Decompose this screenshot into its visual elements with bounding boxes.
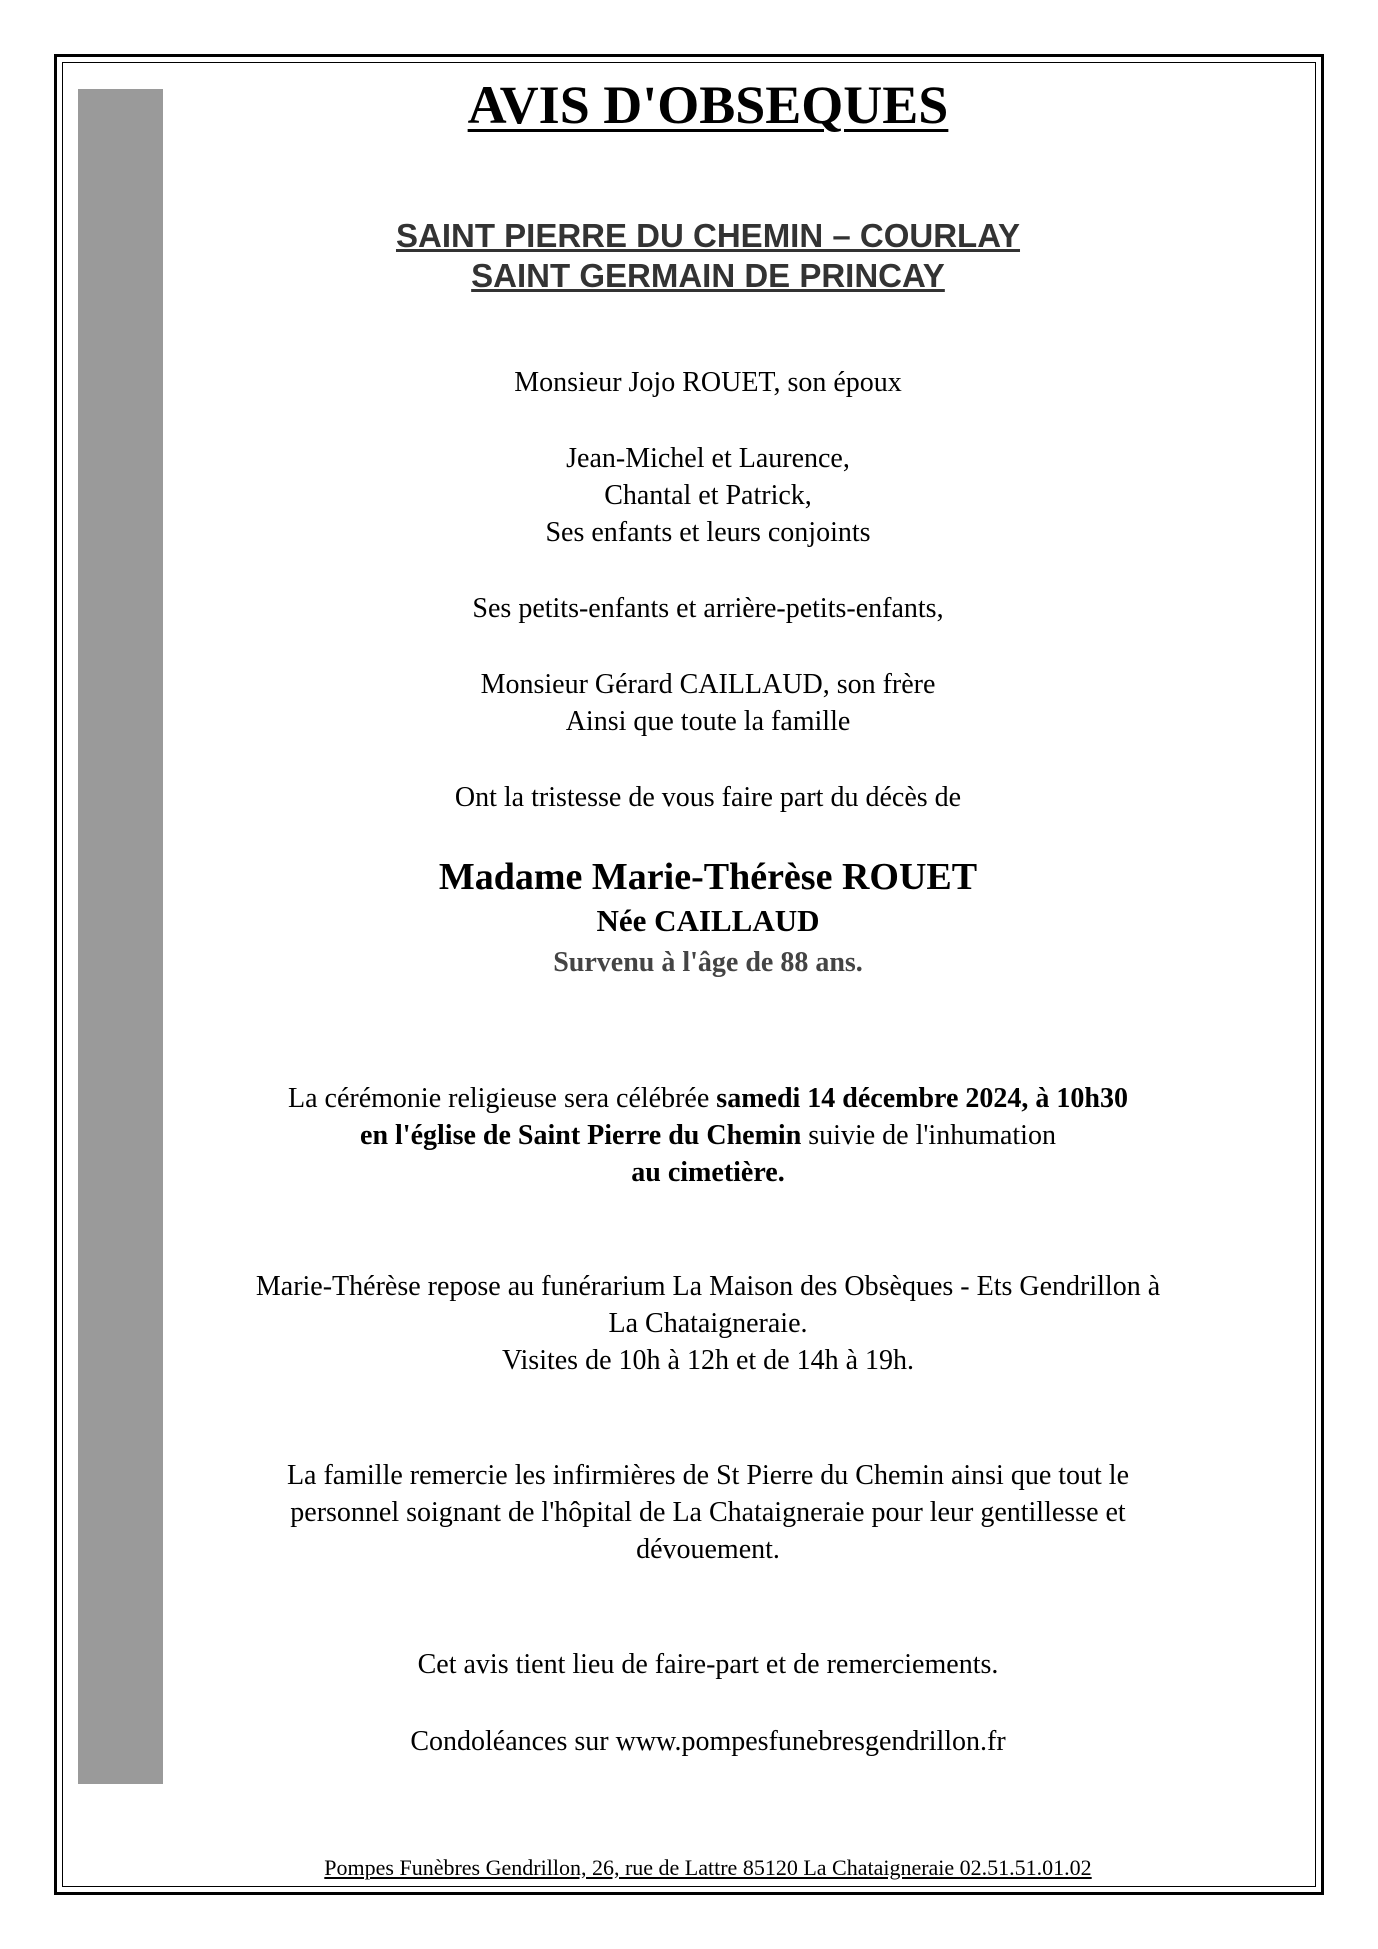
- announcement-line: Ont la tristesse de vous faire part du décès de: [454, 782, 962, 813]
- deceased-age: Survenu à l'âge de 88 ans.: [553, 947, 863, 978]
- ceremony-burial-text: suivie de l'inhumation: [801, 1120, 1056, 1151]
- ceremony-line-2: [163, 1117, 1253, 1154]
- ceremony-burial-place: au cimetière.: [631, 1157, 785, 1188]
- deceased-maiden-name: Née CAILLAUD: [596, 903, 820, 938]
- children-line-1: Jean-Michel et Laurence,: [566, 443, 850, 474]
- ceremony-text: La cérémonie religieuse sera célébrée: [288, 1083, 717, 1114]
- repose-line-2: La Chataigneraie.: [608, 1308, 808, 1339]
- condolences-line: Condoléances sur www.pompesfunebresgendrillon.fr: [410, 1726, 1006, 1757]
- grandchildren-line: Ses petits-enfants et arrière-petits-enfants,: [472, 593, 944, 624]
- decorative-side-bar: [78, 89, 163, 1784]
- spouse-line: Monsieur Jojo ROUET, son époux: [514, 367, 902, 398]
- thanks-line-3: dévouement.: [636, 1534, 780, 1565]
- place-line-1: SAINT PIERRE DU CHEMIN – COURLAY: [395, 217, 1021, 254]
- ceremony-date: samedi 14 décembre 2024, à 10h30: [716, 1083, 1128, 1114]
- notice-title: AVIS D'OBSEQUES: [467, 75, 949, 135]
- repose-line-1: Marie-Thérèse repose au funérarium La Maison des Obsèques - Ets Gendrillon à: [255, 1271, 1161, 1302]
- deceased-name: Madame Marie-Thérèse ROUET: [438, 856, 978, 898]
- ceremony-line-1: [163, 1080, 1253, 1117]
- place-line-2: SAINT GERMAIN DE PRINCAY: [471, 257, 945, 294]
- thanks-line-1: La famille remercie les infirmières de St Pierre du Chemin ainsi que tout le: [286, 1460, 1130, 1491]
- notice-statement: Cet avis tient lieu de faire-part et de remerciements.: [417, 1649, 999, 1680]
- funeral-home-footer: Pompes Funèbres Gendrillon, 26, rue de Lattre 85120 La Chataigneraie 02.51.51.01.02: [324, 1855, 1092, 1880]
- brother-line: Monsieur Gérard CAILLAUD, son frère: [480, 669, 936, 700]
- family-line: Ainsi que toute la famille: [565, 706, 851, 737]
- thanks-line-2: personnel soignant de l'hôpital de La Chataigneraie pour leur gentillesse et: [290, 1497, 1126, 1528]
- ceremony-location: en l'église de Saint Pierre du Chemin: [360, 1120, 802, 1151]
- children-line-3: Ses enfants et leurs conjoints: [545, 517, 871, 548]
- children-line-2: Chantal et Patrick,: [604, 480, 812, 511]
- ceremony-line-3: [163, 1154, 1253, 1191]
- visits-line: Visites de 10h à 12h et de 14h à 19h.: [501, 1345, 914, 1376]
